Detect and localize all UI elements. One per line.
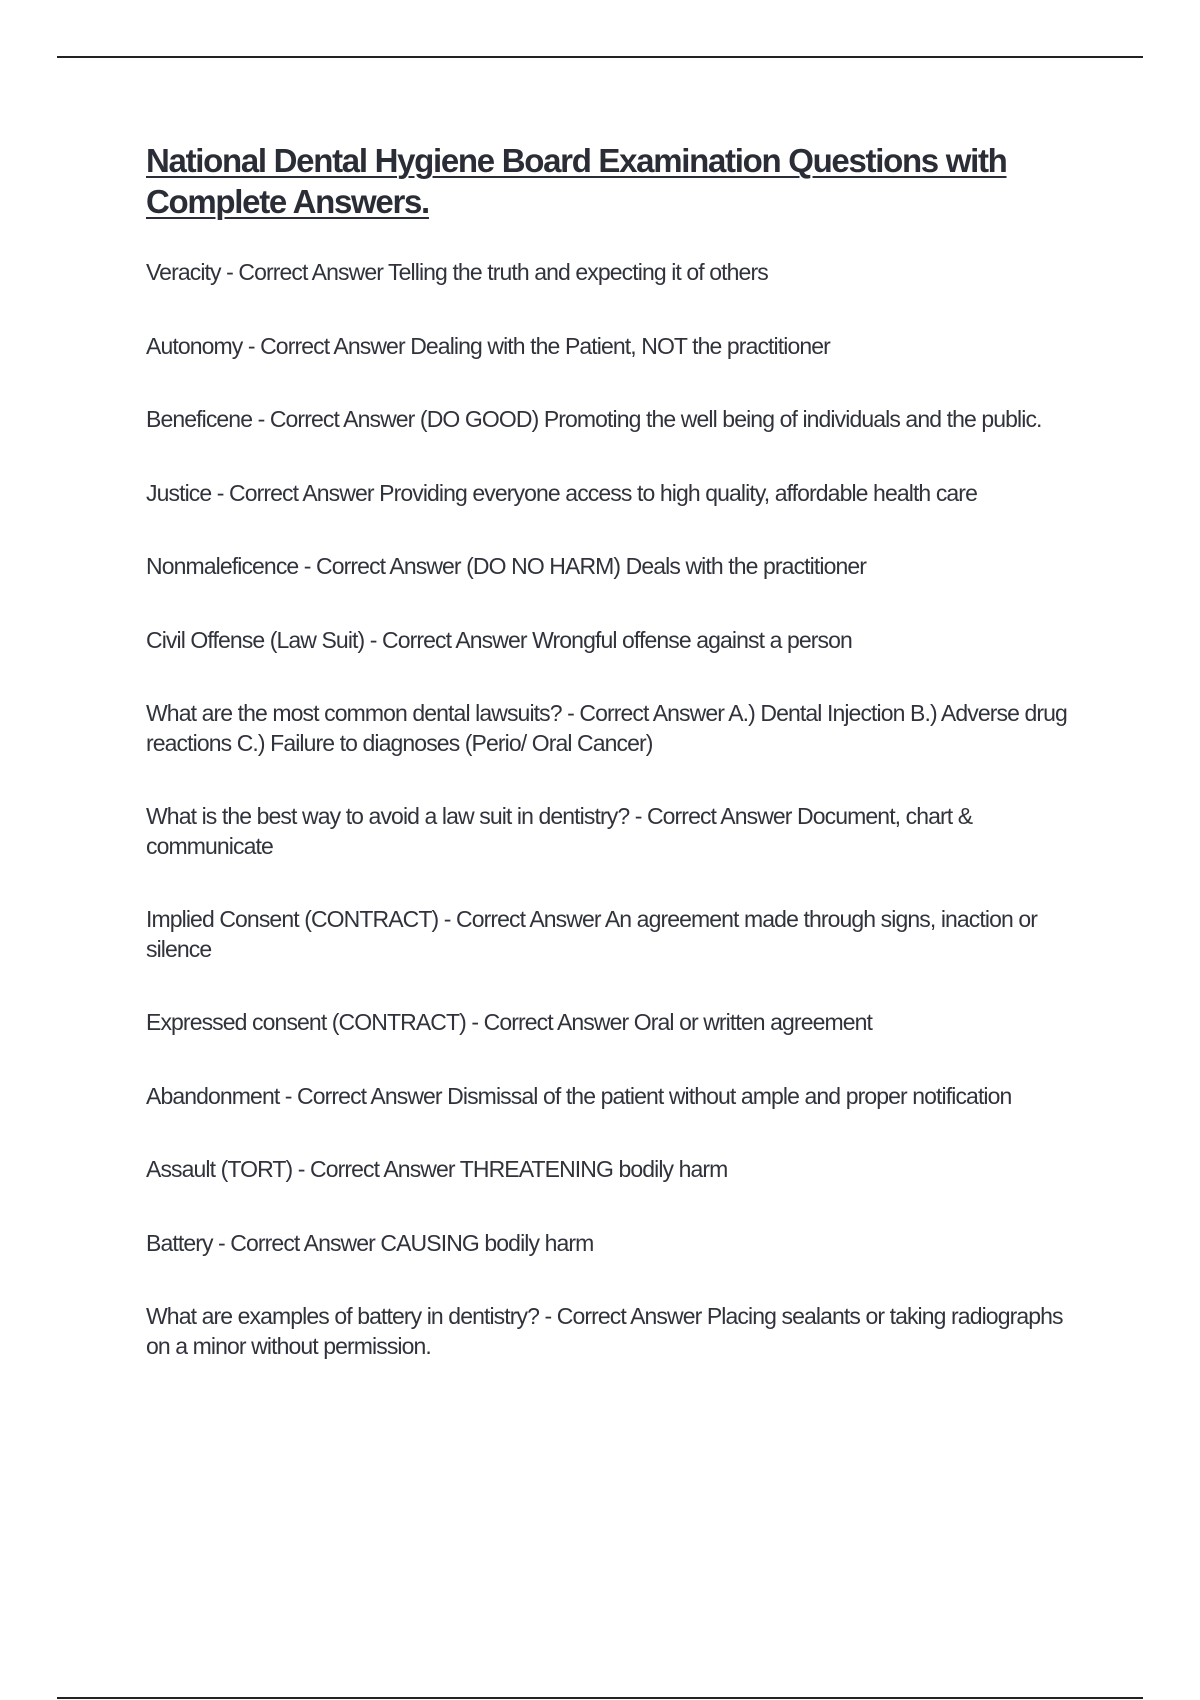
qa-item: Veracity - Correct Answer Telling the truth and expecting it of others — [146, 259, 768, 285]
qa-item: Justice - Correct Answer Providing everyone access to high quality, affordable health care — [146, 479, 977, 506]
qa-item: Assault (TORT) - Correct Answer THREATENING bodily harm — [146, 1156, 728, 1182]
qa-item: Beneficene - Correct Answer (DO GOOD) Promoting the well being of individuals and the public. — [146, 406, 1042, 432]
qa-item: Autonomy - Correct Answer Dealing with the Patient, NOT the practitioner — [146, 332, 830, 359]
qa-item: What are examples of battery in dentistry? - Correct Answer Placing sealants or taking radiographs on a minor without permission. — [146, 1303, 1063, 1359]
qa-item: Abandonment - Correct Answer Dismissal of the patient without ample and proper notification — [146, 1082, 1012, 1109]
qa-item: What are the most common dental lawsuits? - Correct Answer A.) Dental Injection B.) Adverse drug reactions C.) Failure to diagnoses (Perio/ Oral Cancer) — [146, 700, 1067, 756]
qa-item: Expressed consent (CONTRACT) - Correct Answer Oral or written agreement — [146, 1009, 873, 1035]
qa-item: Implied Consent (CONTRACT) - Correct Answer An agreement made through signs, inaction or silence — [146, 906, 1038, 962]
qa-item: Civil Offense (Law Suit) - Correct Answer Wrongful offense against a person — [146, 626, 852, 653]
document-body — [146, 140, 1076, 1405]
qa-item: Battery - Correct Answer CAUSING bodily harm — [146, 1229, 594, 1256]
header-rule — [57, 56, 1143, 58]
footer-rule — [57, 1697, 1143, 1699]
qa-item: Nonmaleficence - Correct Answer (DO NO HARM) Deals with the practitioner — [146, 553, 866, 579]
qa-list — [146, 258, 1076, 1361]
qa-item: What is the best way to avoid a law suit in dentistry? - Correct Answer Document, chart & communicate — [146, 803, 973, 859]
document-title: National Dental Hygiene Board Examination Questions with Complete Answers. — [146, 142, 1007, 220]
